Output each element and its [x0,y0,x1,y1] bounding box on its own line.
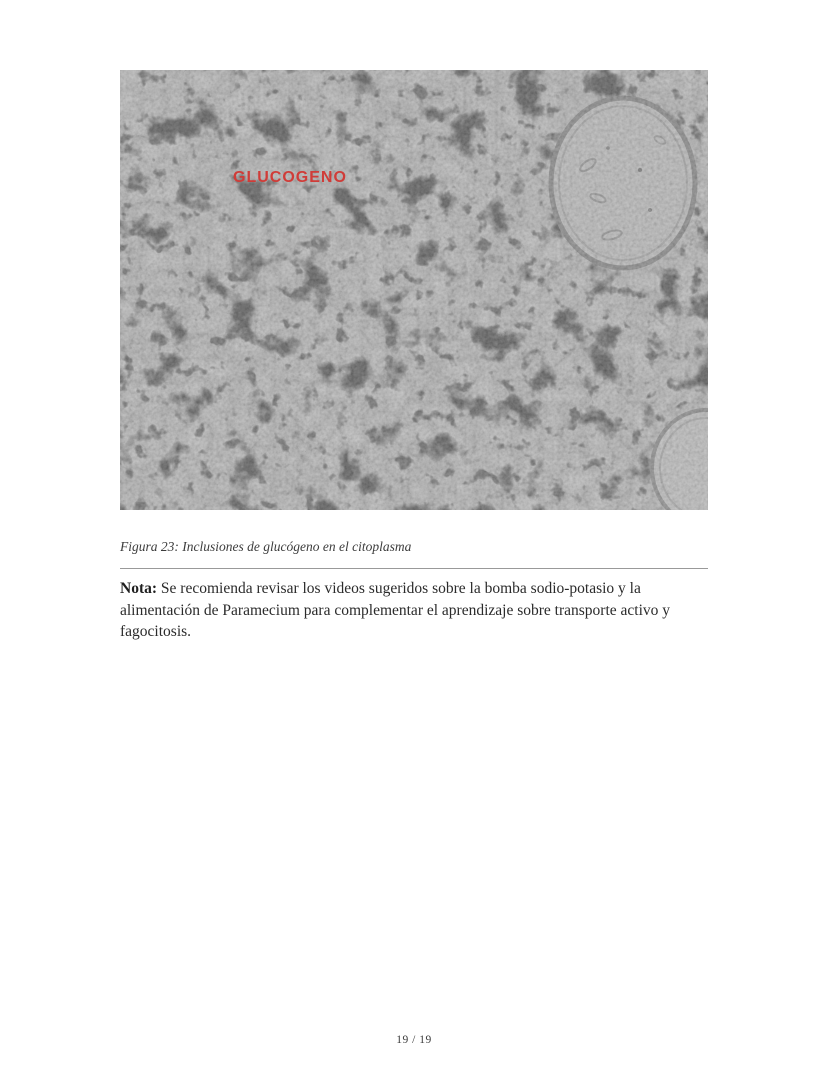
figure-caption: Figura 23: Inclusiones de glucógeno en el citoplasma [120,539,412,554]
note-paragraph [120,578,714,643]
note-label: Nota: [120,580,158,597]
figure-glycogen-micrograph [120,70,708,510]
page-number-indicator: 19 / 19 [396,1034,432,1046]
glucogeno-label: GLUCOGENO [233,169,347,186]
section-divider [120,568,708,569]
electron-micrograph-image [120,70,708,510]
note-text: Se recomienda revisar los videos sugeridos sobre la bomba sodio-potasio y la alimentación de Paramecium para complementar el aprendizaje sobre transporte activo y fagocitosis. [120,580,671,640]
image-grain-overlay [120,70,708,510]
